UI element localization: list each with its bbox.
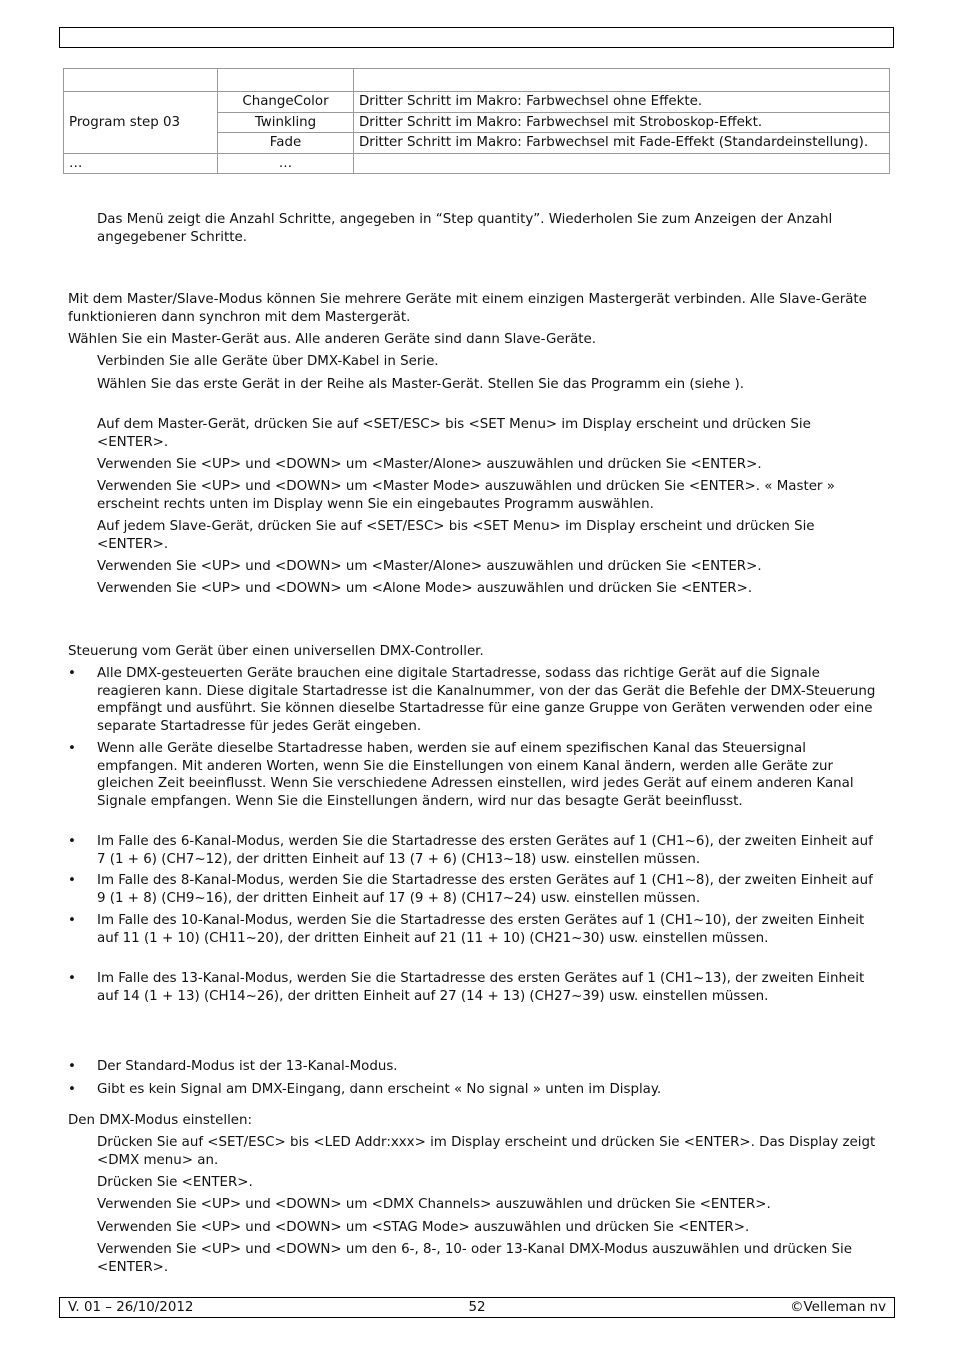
footer-version: V. 01 – 26/10/2012 bbox=[68, 1300, 194, 1315]
table-row bbox=[64, 69, 890, 92]
list-item: • Alle DMX-gesteuerten Geräte brauchen eine digitale Startadresse, sodass das richtige Gerät auf die Signale reagieren kann. Diese digitale Startadresse ist die Kanalnummer, von der das Gerät die Befehle der DMX-Steuerung empfängt und ausführt. Sie können dieselbe Startadresse für eine ganze Gruppe von Geräten verwenden oder eine separate Startadresse für jedes Gerät eingeben. bbox=[68, 666, 876, 734]
step-item: Verwenden Sie <UP> und <DOWN> um <Master Mode> auszuwählen und drücken Sie <ENTER>. « Master » erscheint rechts unten im Display wenn Sie ein eingebautes Programm auswählen. bbox=[97, 479, 835, 512]
effect-name: ChangeColor bbox=[218, 92, 354, 113]
step-item: Auf jedem Slave-Gerät, drücken Sie auf <SET/ESC> bis <SET Menu> im Display erscheint und drücken Sie <ENTER>. bbox=[97, 519, 815, 552]
list-item: • Gibt es kein Signal am DMX-Eingang, dann erscheint « No signal » unten im Display. bbox=[68, 1082, 662, 1097]
master-slave-intro-2: Wählen Sie ein Master-Gerät aus. Alle anderen Geräte sind dann Slave-Geräte. bbox=[68, 332, 597, 347]
effect-name: Fade bbox=[218, 133, 354, 154]
program-step-label: Program step 03 bbox=[64, 92, 218, 154]
bullet-icon: • bbox=[68, 666, 76, 681]
ellipsis-cell: … bbox=[218, 153, 354, 174]
bullet-icon: • bbox=[68, 913, 76, 928]
step-item: Verwenden Sie <UP> und <DOWN> um <Master/Alone> auszuwählen und drücken Sie <ENTER>. bbox=[97, 559, 762, 574]
list-item: • Im Falle des 13-Kanal-Modus, werden Sie die Startadresse des ersten Gerätes auf 1 (CH1~13), der zweiten Einheit auf 14 (1 + 13) (CH14~26), der dritten Einheit auf 27 (14 + 13) (CH27~39) usw. einstellen müssen. bbox=[68, 971, 865, 1004]
bullet-icon: • bbox=[68, 873, 76, 888]
program-steps-table bbox=[63, 68, 890, 174]
page-footer bbox=[59, 1297, 895, 1318]
step-item: Drücken Sie <ENTER>. bbox=[97, 1175, 253, 1190]
dmx-intro: Steuerung vom Gerät über einen universellen DMX-Controller. bbox=[68, 644, 484, 659]
bullet-icon: • bbox=[68, 834, 76, 849]
bullet-icon: • bbox=[68, 1082, 76, 1097]
table-row bbox=[64, 153, 890, 174]
list-item: • Im Falle des 8-Kanal-Modus, werden Sie die Startadresse des ersten Gerätes auf 1 (CH1~8), der zweiten Einheit auf 9 (1 + 8) (CH9~16), der dritten Einheit auf 17 (9 + 8) (CH17~24) usw. einstellen müssen. bbox=[68, 873, 873, 906]
effect-description: Dritter Schritt im Makro: Farbwechsel mit Stroboskop-Effekt. bbox=[354, 112, 890, 133]
page-header-box bbox=[59, 27, 894, 48]
master-slave-intro: Mit dem Master/Slave-Modus können Sie mehrere Geräte mit einem einzigen Mastergerät verbinden. Alle Slave-Geräte funktionieren dann synchron mit dem Mastergerät. bbox=[68, 292, 867, 325]
bullet-icon: • bbox=[68, 1059, 76, 1074]
footer-copyright: ©Velleman nv bbox=[790, 1300, 886, 1315]
step-item: Verwenden Sie <UP> und <DOWN> um <Master/Alone> auszuwählen und drücken Sie <ENTER>. bbox=[97, 457, 762, 472]
bullet-icon: • bbox=[68, 971, 76, 986]
step-item: Verwenden Sie <UP> und <DOWN> um <DMX Channels> auszuwählen und drücken Sie <ENTER>. bbox=[97, 1197, 771, 1212]
step-item: Drücken Sie auf <SET/ESC> bis <LED Addr:xxx> im Display erscheint und drücken Sie <ENTER>. Das Display zeigt <DMX menu> an. bbox=[97, 1135, 876, 1168]
bullet-icon: • bbox=[68, 741, 76, 756]
effect-description: Dritter Schritt im Makro: Farbwechsel mit Fade-Effekt (Standardeinstellung). bbox=[354, 133, 890, 154]
dmx-set-title: Den DMX-Modus einstellen: bbox=[68, 1113, 253, 1128]
step-item: Wählen Sie das erste Gerät in der Reihe als Master-Gerät. Stellen Sie das Programm ein (siehe ). bbox=[97, 377, 744, 392]
list-item: • Im Falle des 6-Kanal-Modus, werden Sie die Startadresse des ersten Gerätes auf 1 (CH1~6), der zweiten Einheit auf 7 (1 + 6) (CH7~12), der dritten Einheit auf 13 (7 + 6) (CH13~18) usw. einstellen müssen. bbox=[68, 834, 873, 867]
step-item: Verwenden Sie <UP> und <DOWN> um den 6-, 8-, 10- oder 13-Kanal DMX-Modus auszuwählen und drücken Sie <ENTER>. bbox=[97, 1242, 852, 1275]
list-item: • Wenn alle Geräte dieselbe Startadresse haben, werden sie auf einem spezifischen Kanal das Steuersignal empfangen. Mit anderen Worten, wenn Sie die Einstellungen von einem Kanal ändern, werden alle Geräte zur gleichen Zeit beeinflusst. Wenn Sie verschiedene Adressen einstellen, wird jedes Gerät auf einem anderen Kanal Signale empfangen. Wenn Sie die Einstellungen ändern, wird nur das besagte Gerät beeinflusst. bbox=[68, 741, 854, 809]
menu-note: Das Menü zeigt die Anzahl Schritte, angegeben in “Step quantity”. Wiederholen Sie zum Anzeigen der Anzahl angegebener Schritte. bbox=[97, 212, 833, 245]
footer-page-number: 52 bbox=[468, 1300, 486, 1315]
step-item: Verwenden Sie <UP> und <DOWN> um <Alone Mode> auszuwählen und drücken Sie <ENTER>. bbox=[97, 581, 753, 596]
list-item: • Der Standard-Modus ist der 13-Kanal-Modus. bbox=[68, 1059, 398, 1074]
effect-name: Twinkling bbox=[218, 112, 354, 133]
table-row bbox=[64, 92, 890, 113]
step-item: Auf dem Master-Gerät, drücken Sie auf <SET/ESC> bis <SET Menu> im Display erscheint und drücken Sie <ENTER>. bbox=[97, 417, 811, 450]
ellipsis-cell: … bbox=[64, 153, 218, 174]
effect-description: Dritter Schritt im Makro: Farbwechsel ohne Effekte. bbox=[354, 92, 890, 113]
step-item: Verbinden Sie alle Geräte über DMX-Kabel in Serie. bbox=[97, 354, 439, 369]
step-item: Verwenden Sie <UP> und <DOWN> um <STAG Mode> auszuwählen und drücken Sie <ENTER>. bbox=[97, 1220, 750, 1235]
list-item: • Im Falle des 10-Kanal-Modus, werden Sie die Startadresse des ersten Gerätes auf 1 (CH1~10), der zweiten Einheit auf 11 (1 + 10) (CH11~20), der dritten Einheit auf 21 (11 + 10) (CH21~30) usw. einstellen müssen. bbox=[68, 913, 865, 946]
